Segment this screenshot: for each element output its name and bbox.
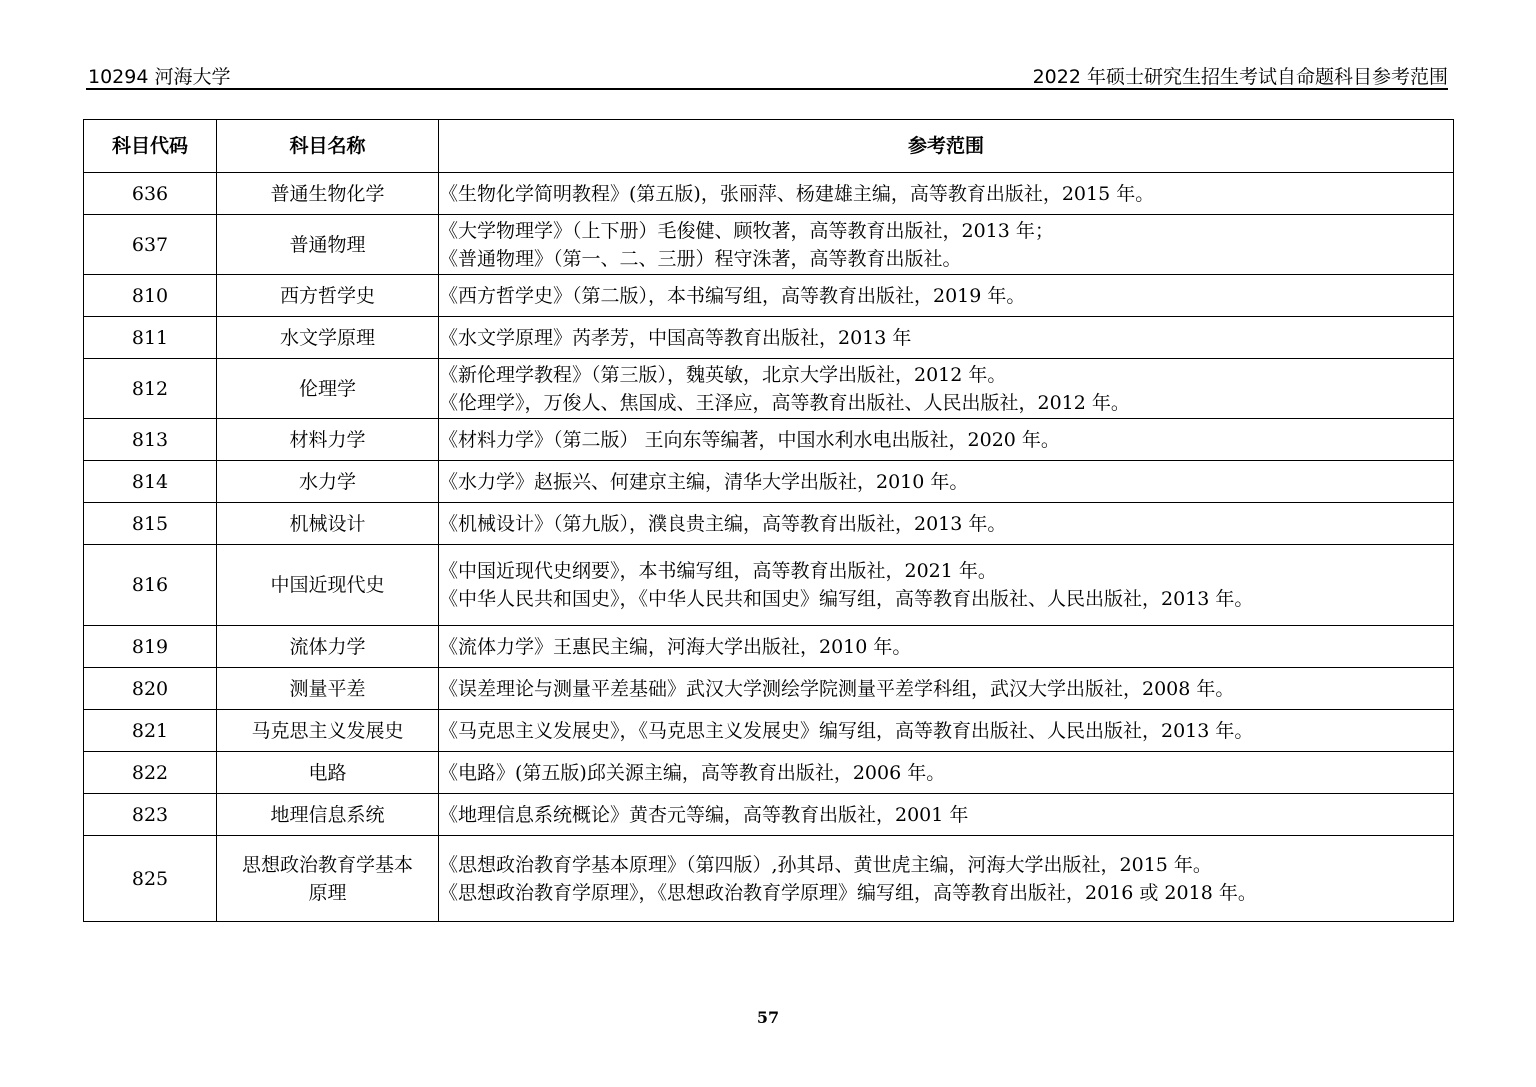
subject-name	[217, 668, 439, 710]
reference-scope	[439, 317, 1454, 359]
subject-name-line: 普通生物化学	[270, 182, 385, 205]
reference-scope	[439, 794, 1454, 836]
header-divider	[86, 88, 1448, 90]
subject-name-line: 机械设计	[289, 512, 366, 535]
subject-name-line: 水文学原理	[279, 326, 375, 349]
subject-name-line: 水力学	[298, 470, 356, 493]
subject-name	[217, 275, 439, 317]
reference-scope	[439, 836, 1454, 922]
table-row	[84, 461, 1454, 503]
subject-code: 825	[84, 836, 217, 922]
table-row	[84, 752, 1454, 794]
subject-name	[217, 317, 439, 359]
header-document-title: 2022 年硕士研究生招生考试自命题科目参考范围	[1032, 66, 1448, 88]
column-header-name: 科目名称	[217, 120, 439, 173]
reference-scope	[439, 668, 1454, 710]
reference-table	[83, 119, 1454, 922]
subject-name-line: 电路	[308, 761, 347, 784]
table-row	[84, 359, 1454, 419]
reference-line: 《中华人民共和国史》，《中华人民共和国史》编写组，高等教育出版社、人民出版社，2013 年。	[439, 588, 1254, 610]
subject-name-line: 马克思主义发展史	[251, 719, 404, 742]
subject-name	[217, 626, 439, 668]
table-row	[84, 668, 1454, 710]
table-row	[84, 173, 1454, 215]
subject-name-line: 中国近现代史	[270, 574, 385, 596]
reference-line: 《大学物理学》（上下册）毛俊健、顾牧著，高等教育出版社，2013 年；	[439, 219, 1054, 242]
subject-name	[217, 359, 439, 419]
reference-line: 《新伦理学教程》（第三版），魏英敏，北京大学出版社，2012 年。	[439, 363, 1007, 386]
reference-scope	[439, 503, 1454, 545]
reference-scope	[439, 626, 1454, 668]
reference-scope	[439, 359, 1454, 419]
subject-name-line: 流体力学	[289, 635, 366, 658]
subject-code: 637	[84, 215, 217, 275]
reference-line: 《伦理学》，万俊人、焦国成、王泽应，高等教育出版社、人民出版社，2012 年。	[439, 391, 1130, 414]
subject-code: 636	[84, 173, 217, 215]
reference-line: 《普通物理》（第一、二、三册）程守洙著，高等教育出版社。	[439, 247, 962, 270]
reference-scope	[439, 173, 1454, 215]
subject-code: 816	[84, 545, 217, 626]
reference-line: 《水文学原理》芮孝芳，中国高等教育出版社，2013 年	[439, 326, 912, 349]
table-row	[84, 626, 1454, 668]
reference-line: 《机械设计》（第九版），濮良贵主编，高等教育出版社，2013 年。	[439, 512, 1007, 535]
reference-line: 《地理信息系统概论》黄杏元等编，高等教育出版社，2001 年	[439, 803, 969, 826]
reference-scope	[439, 215, 1454, 275]
table-row	[84, 503, 1454, 545]
column-header-code: 科目代码	[84, 120, 217, 173]
subject-code: 823	[84, 794, 217, 836]
reference-line: 《中国近现代史纲要》，本书编写组，高等教育出版社，2021 年。	[439, 560, 997, 582]
subject-name	[217, 794, 439, 836]
reference-scope	[439, 710, 1454, 752]
subject-name-line: 地理信息系统	[270, 803, 385, 826]
reference-line: 《电路》(第五版)邱关源主编，高等教育出版社，2006 年。	[439, 761, 946, 784]
reference-line: 《马克思主义发展史》，《马克思主义发展史》编写组，高等教育出版社、人民出版社，2013 年。	[439, 719, 1254, 742]
subject-name-line: 原理	[308, 881, 347, 904]
subject-code: 814	[84, 461, 217, 503]
subject-name	[217, 173, 439, 215]
subject-name	[217, 836, 439, 922]
reference-line: 《水力学》赵振兴、何建京主编，清华大学出版社，2010 年。	[439, 470, 969, 493]
subject-code: 822	[84, 752, 217, 794]
table-row	[84, 215, 1454, 275]
reference-line: 《西方哲学史》（第二版），本书编写组，高等教育出版社，2019 年。	[439, 284, 1026, 307]
subject-name-line: 伦理学	[298, 377, 356, 400]
subject-name-line: 材料力学	[289, 428, 366, 451]
table-row	[84, 710, 1454, 752]
subject-code: 813	[84, 419, 217, 461]
subject-name-line: 西方哲学史	[279, 284, 375, 307]
subject-name	[217, 545, 439, 626]
reference-line: 《思想政治教育学基本原理》（第四版）,孙其昂、黄世虎主编，河海大学出版社，2015 年。	[439, 853, 1212, 876]
reference-scope	[439, 461, 1454, 503]
column-header-reference: 参考范围	[439, 120, 1454, 173]
reference-line: 《思想政治教育学原理》，《思想政治教育学原理》编写组，高等教育出版社，2016 或 2018 年。	[439, 881, 1257, 904]
subject-name-line: 普通物理	[289, 233, 366, 256]
reference-scope	[439, 275, 1454, 317]
reference-line: 《材料力学》（第二版） 王向东等编著，中国水利水电出版社，2020 年。	[439, 428, 1060, 451]
subject-code: 810	[84, 275, 217, 317]
subject-name	[217, 215, 439, 275]
table-row	[84, 836, 1454, 922]
reference-scope	[439, 545, 1454, 626]
subject-code: 812	[84, 359, 217, 419]
subject-code: 811	[84, 317, 217, 359]
subject-name-line: 测量平差	[289, 677, 366, 700]
subject-name	[217, 503, 439, 545]
subject-name	[217, 461, 439, 503]
header-institution: 10294 河海大学	[88, 66, 231, 88]
table-row	[84, 794, 1454, 836]
subject-name	[217, 752, 439, 794]
subject-code: 820	[84, 668, 217, 710]
table-row	[84, 545, 1454, 626]
table-row	[84, 317, 1454, 359]
reference-line: 《误差理论与测量平差基础》武汉大学测绘学院测量平差学科组，武汉大学出版社，2008 年。	[439, 677, 1235, 700]
table-row	[84, 419, 1454, 461]
subject-name	[217, 419, 439, 461]
table-header-row	[84, 120, 1454, 173]
subject-code: 819	[84, 626, 217, 668]
subject-code: 821	[84, 710, 217, 752]
subject-code: 815	[84, 503, 217, 545]
reference-scope	[439, 419, 1454, 461]
subject-name	[217, 710, 439, 752]
table-row	[84, 275, 1454, 317]
reference-scope	[439, 752, 1454, 794]
reference-line: 《流体力学》王惠民主编，河海大学出版社，2010 年。	[439, 635, 912, 658]
reference-line: 《生物化学简明教程》(第五版)，张丽萍、杨建雄主编，高等教育出版社，2015 年。	[439, 182, 1155, 205]
page-number: 57	[756, 1008, 780, 1027]
subject-name-line: 思想政治教育学基本	[241, 853, 413, 876]
